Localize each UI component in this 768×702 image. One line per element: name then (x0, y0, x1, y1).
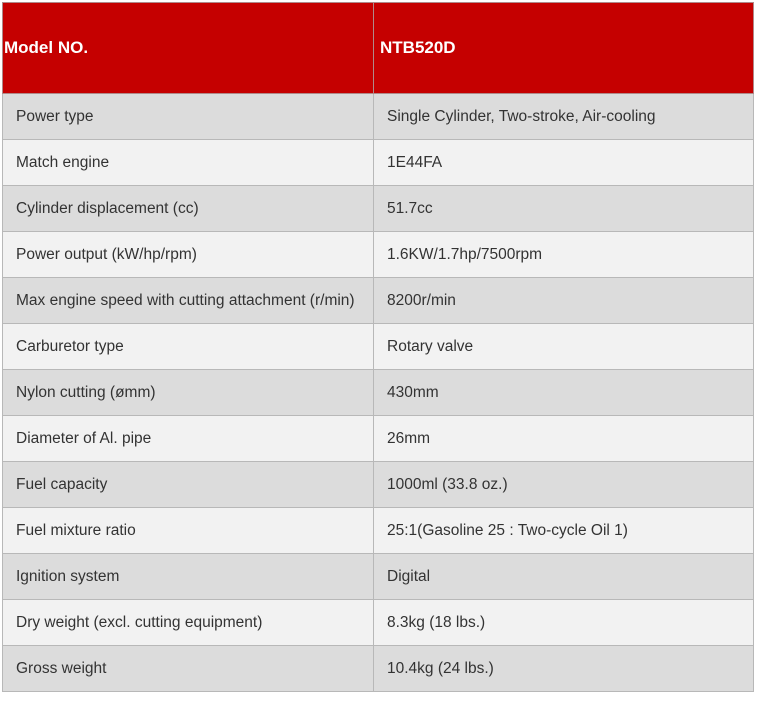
spec-label-cell: Max engine speed with cutting attachment (r/min) (3, 278, 374, 324)
spec-label-cell: Fuel capacity (3, 462, 374, 508)
spec-value-cell: 51.7cc (374, 186, 754, 232)
table-row (3, 278, 754, 324)
spec-label-cell: Match engine (3, 140, 374, 186)
spec-value-cell: 26mm (374, 416, 754, 462)
spec-label-cell: Fuel mixture ratio (3, 508, 374, 554)
spec-label-cell: Ignition system (3, 554, 374, 600)
spec-value-cell: 8.3kg (18 lbs.) (374, 600, 754, 646)
table-row (3, 462, 754, 508)
spec-label-cell: Gross weight (3, 646, 374, 692)
spec-value-cell: 1.6KW/1.7hp/7500rpm (374, 232, 754, 278)
spec-value-cell: Digital (374, 554, 754, 600)
table-row (3, 370, 754, 416)
header-model-cell: NTB520D (374, 3, 754, 94)
spec-value-cell: Rotary valve (374, 324, 754, 370)
spec-label-cell: Dry weight (excl. cutting equipment) (3, 600, 374, 646)
spec-value-cell: 8200r/min (374, 278, 754, 324)
header-label-cell: Model NO. (3, 3, 374, 94)
spec-value-cell: 25:1(Gasoline 25 : Two-cycle Oil 1) (374, 508, 754, 554)
spec-value-cell: 10.4kg (24 lbs.) (374, 646, 754, 692)
spec-label-cell: Carburetor type (3, 324, 374, 370)
spec-value-cell: Single Cylinder, Two-stroke, Air-cooling (374, 94, 754, 140)
table-row (3, 94, 754, 140)
table-row (3, 600, 754, 646)
spec-value-cell: 1000ml (33.8 oz.) (374, 462, 754, 508)
table-row (3, 416, 754, 462)
spec-label-cell: Power type (3, 94, 374, 140)
table-row (3, 646, 754, 692)
table-header-row (3, 3, 754, 94)
spec-label-cell: Diameter of Al. pipe (3, 416, 374, 462)
table-row (3, 324, 754, 370)
spec-label-cell: Nylon cutting (ømm) (3, 370, 374, 416)
table-row (3, 186, 754, 232)
spec-label-cell: Power output (kW/hp/rpm) (3, 232, 374, 278)
table-row (3, 554, 754, 600)
spec-value-cell: 1E44FA (374, 140, 754, 186)
table-row (3, 140, 754, 186)
spec-table (2, 2, 754, 692)
table-row (3, 508, 754, 554)
spec-label-cell: Cylinder displacement (cc) (3, 186, 374, 232)
table-row (3, 232, 754, 278)
spec-value-cell: 430mm (374, 370, 754, 416)
